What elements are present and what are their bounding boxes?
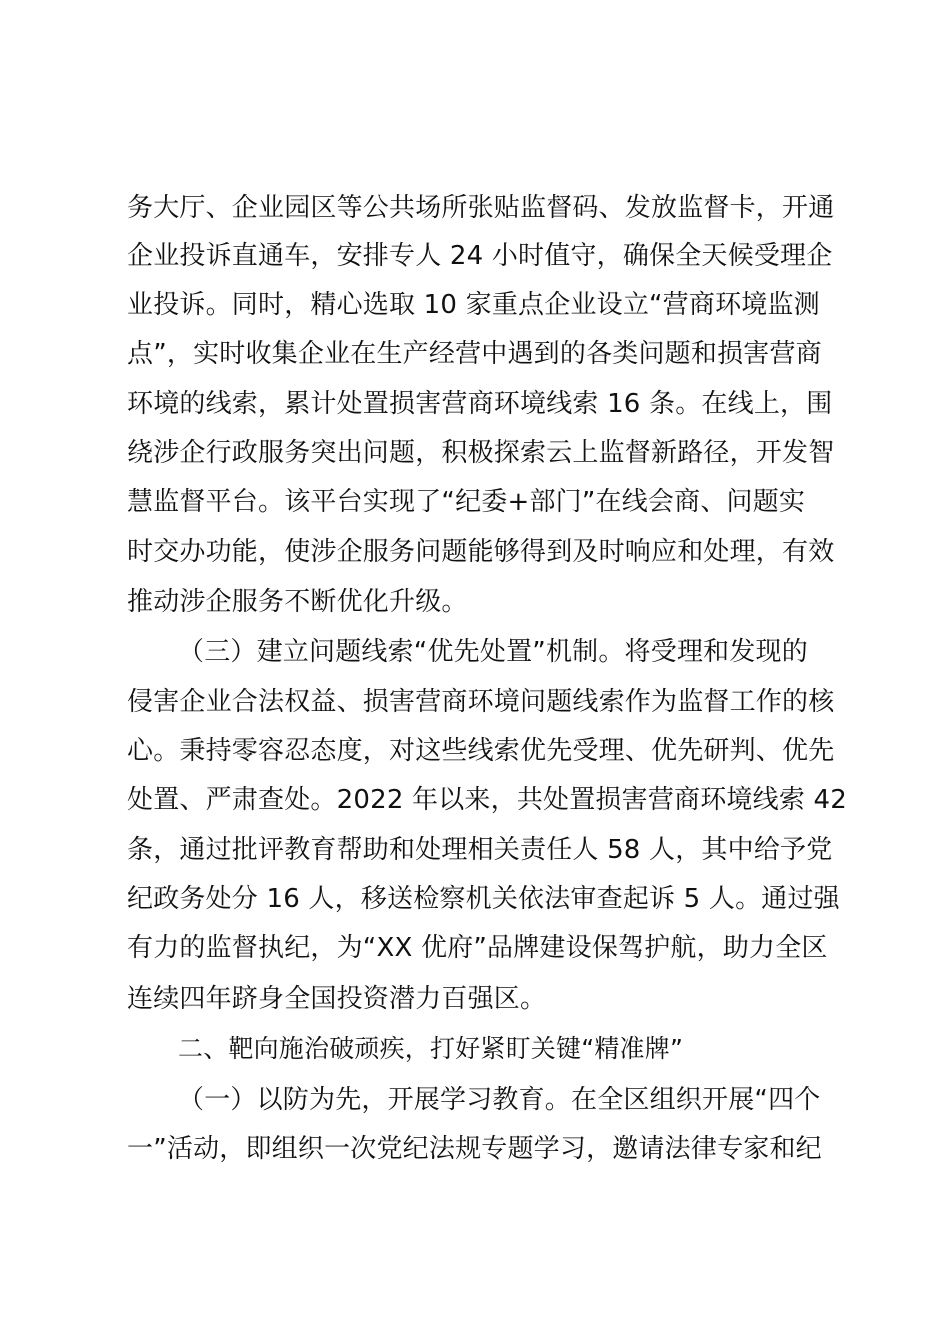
paragraph-line: 侵害企业合法权益、损害营商环境问题线索作为监督工作的核 xyxy=(127,687,835,717)
paragraph-line: 慧监督平台。该平台实现了“纪委+部门”在线会商、问题实 xyxy=(127,487,806,517)
paragraph-line: 条，通过批评教育帮助和处理相关责任人 58 人，其中给予党 xyxy=(127,835,833,865)
paragraph-line: 连续四年跻身全国投资潜力百强区。 xyxy=(127,984,547,1014)
paragraph-line: 有力的监督执纪，为“XX 优府”品牌建设保驾护航，助力全区 xyxy=(127,933,828,963)
paragraph-line: 纪政务处分 16 人，移送检察机关依法审查起诉 5 人。通过强 xyxy=(127,884,840,914)
paragraph-line: 点”，实时收集企业在生产经营中遇到的各类问题和损害营商 xyxy=(127,339,822,369)
paragraph-line: 心。秉持零容忍态度，对这些线索优先受理、优先研判、优先 xyxy=(127,736,835,766)
section-heading-3: （三）建立问题线索“优先处置”机制。将受理和发现的 xyxy=(178,637,808,667)
paragraph-line: 环境的线索，累计处置损害营商环境线索 16 条。在线上，围 xyxy=(127,389,833,419)
paragraph-line: 务大厅、企业园区等公共场所张贴监督码、发放监督卡，开通 xyxy=(127,193,835,223)
paragraph-line: 时交办功能，使涉企服务问题能够得到及时响应和处理，有效 xyxy=(127,537,835,567)
paragraph-line: 企业投诉直通车，安排专人 24 小时值守，确保全天候受理企 xyxy=(127,241,833,271)
subsection-heading-1: （一）以防为先，开展学习教育。在全区组织开展“四个 xyxy=(178,1085,821,1115)
paragraph-line: 业投诉。同时，精心选取 10 家重点企业设立“营商环境监测 xyxy=(127,290,820,320)
section-heading-2: 二、靶向施治破顽疾，打好紧盯关键“精准牌” xyxy=(178,1034,684,1063)
paragraph-line: 绕涉企行政服务突出问题，积极探索云上监督新路径，开发智 xyxy=(127,438,835,468)
paragraph-line: 推动涉企服务不断优化升级。 xyxy=(127,587,468,617)
paragraph-line: 处置、严肃查处。2022 年以来，共处置损害营商环境线索 42 xyxy=(127,785,847,815)
paragraph-line: 一”活动，即组织一次党纪法规专题学习，邀请法律专家和纪 xyxy=(127,1134,822,1164)
